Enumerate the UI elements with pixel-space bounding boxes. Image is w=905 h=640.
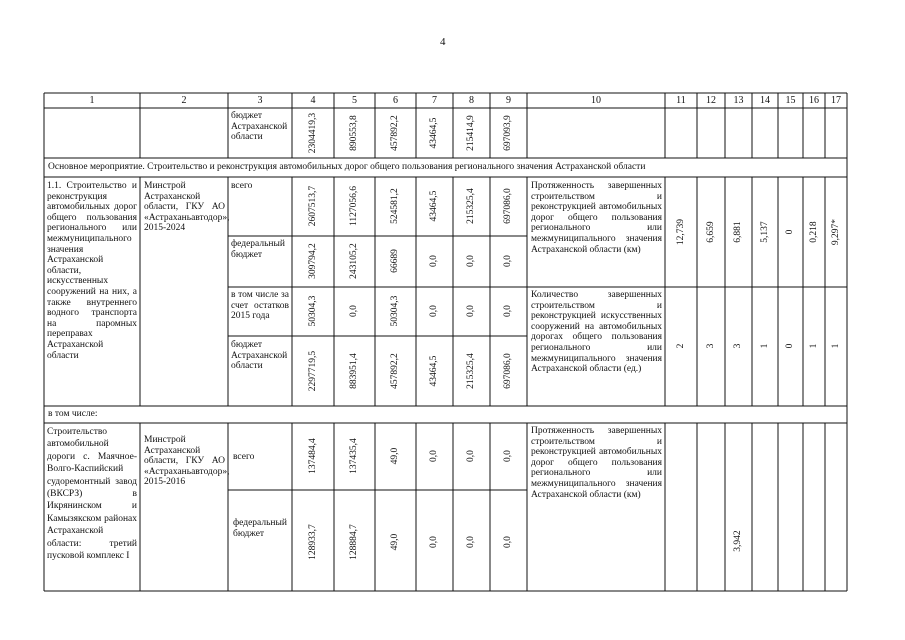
sub-total-c4: 137484,4 bbox=[308, 438, 318, 474]
cell-total-c7: 43464,5 bbox=[429, 190, 439, 222]
sub-total-c6: 49,0 bbox=[390, 447, 400, 465]
cell-regional-c6: 457892,2 bbox=[390, 353, 400, 389]
col-header-7: 7 bbox=[432, 95, 437, 106]
cell-federal-c6: 66689 bbox=[390, 249, 400, 273]
source-federal: федеральный бюджет bbox=[231, 239, 285, 260]
cell-remains-c7: 0,0 bbox=[429, 305, 439, 317]
ind1-c12: 6,659 bbox=[706, 221, 716, 243]
cell-remains-c6: 50304,3 bbox=[390, 295, 400, 327]
source-regional: бюджет Астраханской области bbox=[231, 340, 288, 372]
ind1-c17: 9,297* bbox=[831, 218, 841, 246]
ind1-c11: 12,739 bbox=[676, 218, 686, 246]
sub-ind-c13: 3,942 bbox=[733, 530, 743, 552]
cell-total-c4: 2607513,7 bbox=[308, 185, 318, 227]
ind2-c13: 3 bbox=[733, 343, 743, 349]
col-header-8: 8 bbox=[469, 95, 474, 106]
cell-regional-c9: 697086,0 bbox=[503, 353, 513, 389]
ind2-c15: 0 bbox=[785, 343, 795, 349]
cell-federal-c5: 243105,2 bbox=[349, 243, 359, 279]
including-label: в том числе: bbox=[48, 409, 98, 419]
page-number: 4 bbox=[440, 36, 446, 48]
sub-federal-c8: 0,0 bbox=[466, 536, 476, 548]
source-regional-top: бюджет Астраханской области bbox=[231, 111, 288, 143]
col-header-10: 10 bbox=[591, 95, 601, 106]
cell-remains-c8: 0,0 bbox=[466, 305, 476, 317]
col-header-9: 9 bbox=[506, 95, 511, 106]
cell-remains-c5: 0,0 bbox=[349, 305, 359, 317]
ind2-c16: 1 bbox=[809, 343, 819, 349]
ind2-c14: 1 bbox=[760, 343, 770, 349]
col-header-2: 2 bbox=[181, 95, 187, 106]
col-header-11: 11 bbox=[676, 95, 686, 106]
item-1-1-executor: Минстрой Астраханской области, ГКУ АО «Астраханьавтодор», 2015-2024 bbox=[144, 181, 230, 234]
cell-top-c6: 457892,2 bbox=[390, 115, 400, 151]
col-header-13: 13 bbox=[733, 95, 744, 106]
cell-top-c8: 215414,9 bbox=[466, 115, 476, 151]
cell-remains-c9: 0,0 bbox=[503, 305, 513, 317]
sub-indicator-length: Протяженность завершенных строительством и реконструкцией автомобильных дорог общего пользования регионального или межмуниципального значения Астраханской области (км) bbox=[531, 426, 662, 500]
sub-item-name: Строительство автомобильной дороги с. Маячное-Волго-Каспийский судоремонтный завод (ВКСРЗ) в Икрянинском и Камызякском районах Астраханской области: третий пусковой комплекс I bbox=[47, 427, 137, 562]
cell-top-c7: 43464,5 bbox=[429, 117, 439, 149]
col-header-15: 15 bbox=[785, 95, 796, 106]
cell-federal-c7: 0,0 bbox=[429, 255, 439, 267]
cell-top-c4: 2304419,3 bbox=[308, 112, 318, 154]
cell-federal-c9: 0,0 bbox=[503, 255, 513, 267]
col-header-1: 1 bbox=[89, 95, 95, 106]
col-header-6: 6 bbox=[393, 95, 398, 106]
sub-federal-c7: 0,0 bbox=[429, 536, 439, 548]
sub-item-executor: Минстрой Астраханской области, ГКУ АО «Астраханьавтодор», 2015-2016 bbox=[144, 435, 230, 488]
cell-regional-c4: 2297719,5 bbox=[308, 350, 318, 392]
sub-federal-c9: 0,0 bbox=[503, 536, 513, 548]
source-total: всего bbox=[231, 181, 253, 191]
sub-federal-c4: 128933,7 bbox=[308, 524, 318, 560]
cell-total-c8: 215325,4 bbox=[466, 188, 476, 224]
sub-federal-c5: 128884,7 bbox=[349, 524, 359, 560]
sub-federal-c6: 49,0 bbox=[390, 533, 400, 551]
cell-total-c6: 524581,2 bbox=[390, 188, 400, 224]
cell-top-c5: 890553,8 bbox=[349, 115, 359, 151]
sub-source-federal: федеральный бюджет bbox=[233, 518, 287, 539]
col-header-12: 12 bbox=[706, 95, 716, 106]
sub-total-c9: 0,0 bbox=[503, 450, 513, 462]
ind1-c15: 0 bbox=[785, 229, 795, 235]
col-header-16: 16 bbox=[809, 95, 819, 106]
col-header-14: 14 bbox=[760, 95, 770, 106]
item-1-1-name: 1.1. Строительство и реконструкция автомобильных дорог общего пользования регионального или межмуниципального значения Астраханской области, искусственных сооружений на них, а также внутреннего водного транспорта на паромных переправах Астраханской области bbox=[47, 181, 137, 361]
sub-total-c7: 0,0 bbox=[429, 450, 439, 462]
sub-total-c5: 137435,4 bbox=[349, 438, 359, 474]
ind1-c13: 6,881 bbox=[733, 221, 743, 243]
col-header-17: 17 bbox=[831, 95, 841, 106]
cell-top-c9: 697093,9 bbox=[503, 115, 513, 151]
ind2-c11: 2 bbox=[676, 343, 686, 349]
col-header-3: 3 bbox=[257, 95, 263, 106]
cell-regional-c5: 883951,4 bbox=[349, 353, 359, 389]
col-header-5: 5 bbox=[352, 95, 357, 106]
ind2-c12: 3 bbox=[706, 343, 716, 349]
cell-regional-c8: 215325,4 bbox=[466, 353, 476, 389]
sub-total-c8: 0,0 bbox=[466, 450, 476, 462]
cell-total-c5: 1127056,6 bbox=[349, 185, 359, 227]
cell-federal-c8: 0,0 bbox=[466, 255, 476, 267]
cell-total-c9: 697086,0 bbox=[503, 188, 513, 224]
sub-source-total: всего bbox=[233, 452, 255, 462]
cell-regional-c7: 43464,5 bbox=[429, 355, 439, 387]
cell-remains-c4: 50304,3 bbox=[308, 295, 318, 327]
indicator-count: Количество завершенных строительством и реконструкцией искусственных сооружений на автомобильных дорогах общего пользования регионального или межмуниципального значения Астраханской области (ед.) bbox=[531, 290, 662, 375]
ind1-c16: 0,218 bbox=[809, 221, 819, 243]
cell-federal-c4: 309794,2 bbox=[308, 243, 318, 279]
ind2-c17: 1 bbox=[831, 343, 841, 349]
source-remains: в том числе за счет остатков 2015 года bbox=[231, 290, 289, 322]
ind1-c14: 5,137 bbox=[760, 221, 770, 243]
indicator-length: Протяженность завершенных строительством и реконструкцией автомобильных дорог общего пользования регионального или межмуниципального значения Астраханской области (км) bbox=[531, 181, 662, 255]
col-header-4: 4 bbox=[310, 95, 316, 106]
main-event-title: Основное мероприятие. Строительство и реконструкция автомобильных дорог общего пользования регионального значения Астраханской области bbox=[48, 162, 646, 172]
